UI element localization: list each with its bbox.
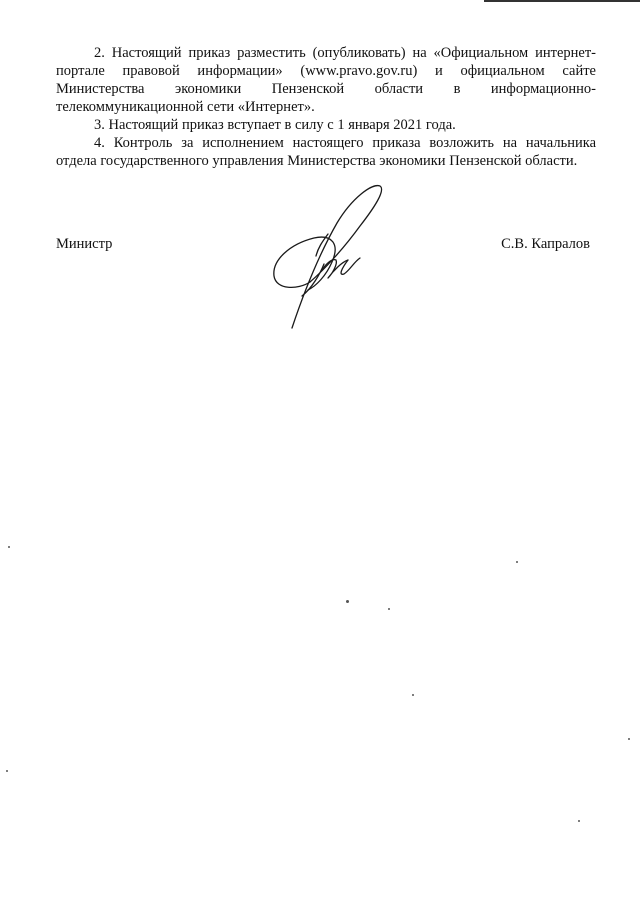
paragraph-2: [56, 44, 596, 116]
scan-speck: [412, 694, 414, 696]
paragraph-4: [56, 134, 596, 170]
scan-speck: [6, 770, 8, 772]
handwritten-signature: [262, 178, 392, 333]
paragraph-text: Контроль за исполнением настоящего приказа возложить на начальника отдела государственного управления Министерства экономики Пензенской области.: [56, 135, 597, 169]
scan-speck: [516, 561, 518, 563]
scan-speck: [388, 608, 390, 610]
document-body: [56, 44, 596, 170]
signatory-name: С.В. Капралов: [501, 236, 590, 252]
paragraph-number: 4.: [94, 135, 105, 151]
top-rule: [484, 0, 640, 2]
scan-speck: [578, 820, 580, 822]
paragraph-number: 2.: [94, 45, 105, 61]
scan-speck: [628, 738, 630, 740]
signatory-title: Министр: [56, 236, 113, 252]
paragraph-number: 3.: [94, 117, 105, 133]
paragraph-text: Настоящий приказ разместить (опубликовать) на «Официальном интернет-портале правовой информации» (www.pravo.gov.ru) и официальном сайте Министерства экономики Пензенской области в информационно-телекоммуникационной сети «Интернет».: [56, 45, 597, 115]
paragraph-3: [56, 116, 596, 134]
scan-speck: [346, 600, 349, 603]
scan-speck: [8, 546, 10, 548]
paragraph-text: Настоящий приказ вступает в силу с 1 января 2021 года.: [108, 117, 456, 133]
